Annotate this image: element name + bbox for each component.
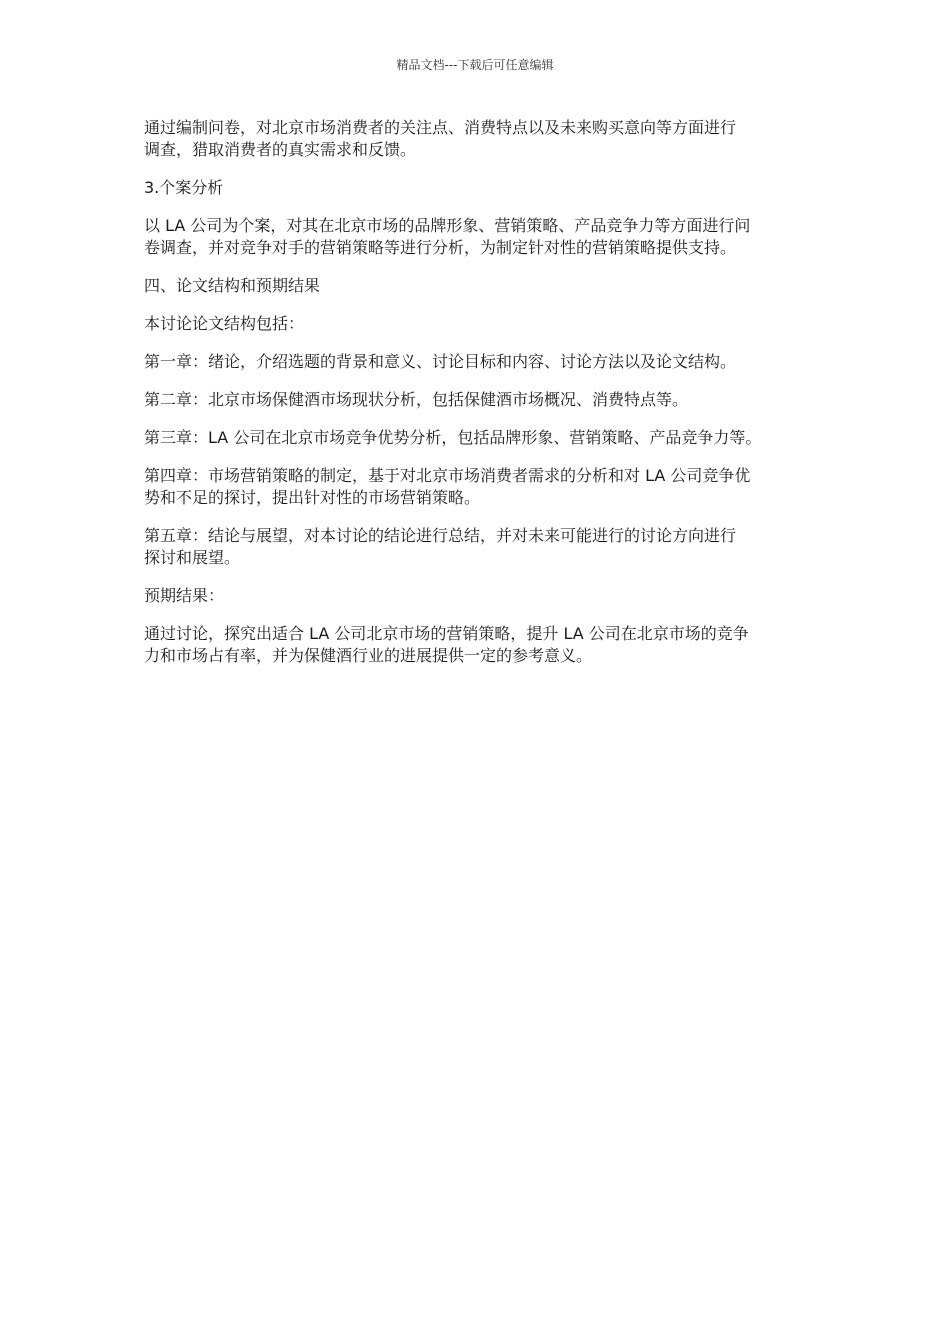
- document-body: [144, 117, 812, 683]
- text-line: 预期结果：: [144, 586, 225, 605]
- text-line: 通过编制问卷，对北京市场消费者的关注点、消费特点以及未来购买意向等方面进行: [144, 118, 737, 137]
- paragraph-chapter-2: [144, 389, 812, 411]
- text-line: 第一章：绪论，介绍选题的背景和意义、讨论目标和内容、讨论方法以及论文结构。: [144, 352, 737, 371]
- heading-case-analysis: [144, 177, 812, 199]
- paragraph-expected-results: [144, 623, 812, 667]
- text-line: 3.个案分析: [144, 178, 224, 197]
- text-line: 通过讨论，探究出适合 LA 公司北京市场的营销策略，提升 LA 公司在北京市场的竞争: [144, 624, 749, 643]
- paragraph-survey: [144, 117, 812, 161]
- text-line: 第三章：LA 公司在北京市场竞争优势分析，包括品牌形象、营销策略、产品竞争力等。: [144, 428, 762, 447]
- paragraph-case-analysis: [144, 215, 812, 259]
- heading-structure-results: [144, 275, 812, 297]
- text-line: 卷调查，并对竞争对手的营销策略等进行分析，为制定针对性的营销策略提供支持。: [144, 238, 737, 257]
- text-line: 四、论文结构和预期结果: [144, 276, 321, 295]
- paragraph-structure-intro: [144, 313, 812, 335]
- text-line: 第四章：市场营销策略的制定，基于对北京市场消费者需求的分析和对 LA 公司竞争优: [144, 466, 751, 485]
- paragraph-chapter-4: [144, 465, 812, 509]
- paragraph-chapter-5: [144, 525, 812, 569]
- paragraph-chapter-1: [144, 351, 812, 373]
- paragraph-chapter-3: [144, 427, 812, 449]
- text-line: 以 LA 公司为个案，对其在北京市场的品牌形象、营销策略、产品竞争力等方面进行问: [144, 216, 751, 235]
- text-line: 调查，猎取消费者的真实需求和反馈。: [144, 140, 417, 159]
- text-line: 探讨和展望。: [144, 548, 241, 567]
- text-line: 本讨论论文结构包括：: [144, 314, 305, 333]
- text-line: 力和市场占有率，并为保健酒行业的进展提供一定的参考意义。: [144, 646, 593, 665]
- heading-expected-results: [144, 585, 812, 607]
- text-line: 第二章：北京市场保健酒市场现状分析，包括保健酒市场概况、消费特点等。: [144, 390, 689, 409]
- page-header: 精品文档---下载后可任意编辑: [396, 58, 554, 72]
- text-line: 第五章：结论与展望，对本讨论的结论进行总结，并对未来可能进行的讨论方向进行: [144, 526, 737, 545]
- text-line: 势和不足的探讨，提出针对性的市场营销策略。: [144, 488, 481, 507]
